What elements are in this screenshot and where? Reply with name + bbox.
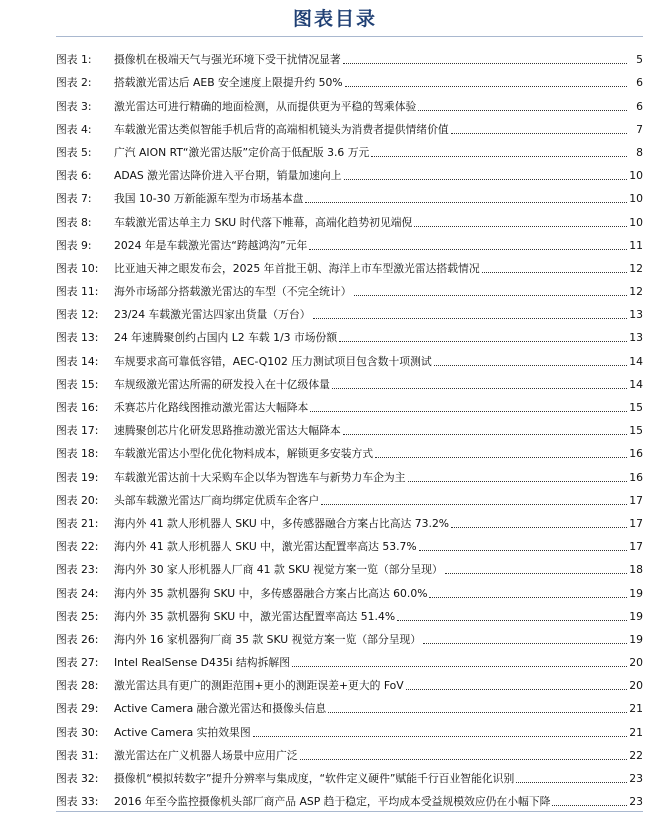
toc-entry[interactable] bbox=[56, 484, 643, 507]
figure-title[interactable]: 24 年速腾聚创约占国内 L2 车载 1/3 市场份额 bbox=[114, 331, 338, 345]
figure-title[interactable]: 搭载激光雷达后 AEB 安全速度上限提升约 50% bbox=[114, 76, 343, 90]
dot-leader bbox=[354, 294, 627, 296]
toc-entry[interactable] bbox=[56, 715, 643, 738]
figure-number: 图表 25: bbox=[56, 609, 99, 623]
figure-title[interactable]: 激光雷达可进行精确的地面检测，从而提供更为平稳的驾乘体验 bbox=[114, 99, 417, 113]
page-number[interactable]: 10 bbox=[629, 192, 643, 206]
page-title: 图表目录 bbox=[292, 8, 377, 30]
figure-number: 图表 21: bbox=[56, 516, 99, 530]
figure-number: 图表 3: bbox=[56, 99, 92, 113]
dot-leader bbox=[345, 85, 627, 87]
dot-leader bbox=[313, 317, 628, 319]
toc-entry[interactable] bbox=[56, 669, 643, 692]
page-number[interactable]: 21 bbox=[629, 702, 643, 716]
figure-index-list bbox=[56, 43, 643, 808]
figure-title[interactable]: 我国 10-30 万新能源车型为市场基本盘 bbox=[114, 192, 304, 206]
figure-number: 图表 5: bbox=[56, 145, 92, 159]
dot-leader bbox=[434, 364, 627, 366]
toc-entry[interactable] bbox=[56, 437, 643, 460]
figure-number: 图表 33: bbox=[56, 795, 99, 809]
dot-leader bbox=[309, 248, 627, 250]
figure-number: 图表 4: bbox=[56, 122, 92, 136]
figure-title[interactable]: 车载激光雷达单主力 SKU 时代落下帷幕，高端化趋势初见端倪 bbox=[114, 215, 413, 229]
figure-number: 图表 29: bbox=[56, 702, 99, 716]
page-number[interactable]: 6 bbox=[636, 99, 643, 113]
dot-leader bbox=[414, 225, 627, 227]
figure-number: 图表 2: bbox=[56, 76, 92, 90]
toc-entry[interactable] bbox=[56, 762, 643, 785]
page-number[interactable]: 11 bbox=[629, 238, 643, 252]
page-number[interactable]: 19 bbox=[629, 609, 643, 623]
dot-leader bbox=[344, 178, 627, 180]
dot-leader bbox=[552, 804, 627, 806]
dot-leader bbox=[339, 340, 627, 342]
page-number[interactable]: 23 bbox=[629, 772, 643, 785]
page-number[interactable]: 19 bbox=[629, 632, 643, 646]
page-number[interactable]: 16 bbox=[629, 447, 643, 461]
page-number[interactable]: 18 bbox=[629, 563, 643, 577]
toc-entry[interactable] bbox=[56, 530, 643, 553]
page-number[interactable]: 7 bbox=[636, 122, 643, 136]
figure-number: 图表 12: bbox=[56, 308, 99, 322]
figure-title[interactable]: 车载激光雷达小型化优化物料成本，解锁更多安装方式 bbox=[114, 447, 374, 461]
figure-title[interactable]: 摄像机在极端天气与强光环境下受干扰情况显著 bbox=[114, 53, 341, 67]
figure-title[interactable]: 海内外 41 款人形机器人 SKU 中，激光雷达配置率高达 53.7% bbox=[114, 540, 417, 554]
toc-entry[interactable] bbox=[56, 136, 643, 159]
dot-leader bbox=[300, 758, 627, 760]
figure-title[interactable]: ADAS 激光雷达降价进入平台期，销量加速向上 bbox=[114, 169, 342, 183]
page-number[interactable]: 22 bbox=[629, 748, 643, 762]
figure-title[interactable]: 海内外 35 款机器狗 SKU 中，多传感器融合方案占比高达 60.0% bbox=[114, 586, 428, 600]
toc-entry[interactable] bbox=[56, 391, 643, 414]
figure-title[interactable]: 车规要求高可靠低容错，AEC-Q102 压力测试项目包含数十项测试 bbox=[114, 354, 432, 368]
dot-leader bbox=[451, 526, 627, 528]
dot-leader bbox=[328, 711, 627, 713]
toc-entry[interactable] bbox=[56, 785, 643, 808]
figure-title[interactable]: 头部车载激光雷达厂商均绑定优质车企客户 bbox=[114, 493, 320, 507]
dot-leader bbox=[321, 503, 627, 505]
figure-title[interactable]: 比亚迪天神之眼发布会，2025 年首批王朝、海洋上市车型激光雷达搭载情况 bbox=[114, 261, 480, 275]
figure-title[interactable]: 车规级激光雷达所需的研发投入在十亿级体量 bbox=[114, 377, 330, 391]
figure-title[interactable]: 2024 年是车载激光雷达“跨越鸿沟”元年 bbox=[114, 238, 308, 252]
dot-leader bbox=[408, 480, 627, 482]
figure-number: 图表 15: bbox=[56, 377, 99, 391]
figure-number: 图表 30: bbox=[56, 725, 99, 739]
figure-number: 图表 27: bbox=[56, 656, 99, 670]
dot-leader bbox=[343, 433, 627, 435]
figure-number: 图表 17: bbox=[56, 424, 99, 438]
page-number[interactable]: 12 bbox=[629, 261, 643, 275]
dot-leader bbox=[516, 781, 627, 783]
page-number[interactable]: 6 bbox=[636, 76, 643, 90]
toc-entry[interactable] bbox=[56, 460, 643, 483]
dot-leader bbox=[419, 549, 627, 551]
figure-number: 图表 18: bbox=[56, 447, 99, 461]
page-number[interactable]: 8 bbox=[636, 145, 643, 159]
toc-entry[interactable] bbox=[56, 159, 643, 182]
toc-entry[interactable] bbox=[56, 66, 643, 89]
figure-number: 图表 13: bbox=[56, 331, 99, 345]
page-number[interactable]: 10 bbox=[629, 215, 643, 229]
figure-number: 图表 23: bbox=[56, 563, 99, 577]
dot-leader bbox=[371, 155, 627, 157]
figure-title[interactable]: 禾赛芯片化路线图推动激光雷达大幅降本 bbox=[114, 401, 309, 414]
figure-title[interactable]: Active Camera 实拍效果图 bbox=[114, 725, 251, 739]
dot-leader bbox=[305, 201, 627, 203]
page-number[interactable]: 15 bbox=[629, 401, 643, 414]
dot-leader bbox=[423, 642, 627, 644]
toc-entry[interactable] bbox=[56, 368, 643, 391]
figure-number: 图表 14: bbox=[56, 354, 99, 368]
figure-title[interactable]: Intel RealSense D435i 结构拆解图 bbox=[114, 656, 290, 670]
page-number[interactable]: 21 bbox=[629, 725, 643, 739]
figure-title[interactable]: 车载激光雷达前十大采购车企以华为智选车与新势力车企为主 bbox=[114, 470, 406, 484]
dot-leader bbox=[406, 688, 627, 690]
figure-title[interactable]: 广汽 AION RT“激光雷达版”定价高于低配版 3.6 万元 bbox=[114, 145, 370, 159]
figure-number: 图表 22: bbox=[56, 540, 99, 554]
page-number[interactable]: 20 bbox=[629, 656, 643, 670]
toc-entry[interactable] bbox=[56, 600, 643, 623]
toc-entry[interactable] bbox=[56, 414, 643, 437]
figure-number: 图表 24: bbox=[56, 586, 99, 600]
figure-number: 图表 10: bbox=[56, 261, 99, 275]
toc-entry[interactable] bbox=[56, 182, 643, 205]
figure-number: 图表 9: bbox=[56, 238, 92, 252]
figure-number: 图表 7: bbox=[56, 192, 92, 206]
page-number[interactable]: 17 bbox=[629, 540, 643, 554]
page-number[interactable]: 10 bbox=[629, 169, 643, 183]
figure-title[interactable]: 海内外 16 家机器狗厂商 35 款 SKU 视觉方案一览（部分呈现） bbox=[114, 632, 422, 646]
figure-number: 图表 1: bbox=[56, 53, 92, 67]
page-number[interactable]: 20 bbox=[629, 679, 643, 693]
toc-entry[interactable] bbox=[56, 113, 643, 136]
figure-title[interactable]: 23/24 车载激光雷达四家出货量（万台） bbox=[114, 308, 311, 322]
figure-number: 图表 19: bbox=[56, 470, 99, 484]
figure-number: 图表 31: bbox=[56, 748, 99, 762]
page-number[interactable]: 5 bbox=[636, 53, 643, 67]
page-number[interactable]: 14 bbox=[629, 377, 643, 391]
dot-leader bbox=[429, 596, 627, 598]
toc-entry[interactable] bbox=[56, 553, 643, 576]
toc-entry[interactable] bbox=[56, 298, 643, 321]
figure-number: 图表 6: bbox=[56, 169, 92, 183]
toc-entry[interactable] bbox=[56, 646, 643, 669]
figure-title[interactable]: 2016 年至今监控摄像机头部厂商产品 ASP 趋于稳定，平均成本受益规模效应仍在小幅下降 bbox=[114, 795, 551, 809]
figure-number: 图表 20: bbox=[56, 493, 99, 507]
toc-entry[interactable] bbox=[56, 344, 643, 367]
footer-divider bbox=[56, 811, 643, 812]
figure-number: 图表 16: bbox=[56, 401, 99, 414]
toc-entry[interactable] bbox=[56, 229, 643, 252]
figure-number: 图表 26: bbox=[56, 632, 99, 646]
dot-leader bbox=[445, 572, 627, 574]
dot-leader bbox=[397, 619, 627, 621]
toc-entry[interactable] bbox=[56, 692, 643, 715]
toc-entry[interactable] bbox=[56, 576, 643, 599]
figure-title[interactable]: 速腾聚创芯片化研发思路推动激光雷达大幅降本 bbox=[114, 424, 341, 438]
toc-entry[interactable] bbox=[56, 205, 643, 228]
dot-leader bbox=[343, 62, 627, 64]
toc-entry[interactable] bbox=[56, 252, 643, 275]
figure-title[interactable]: 海内外 35 款机器狗 SKU 中，激光雷达配置率高达 51.4% bbox=[114, 609, 396, 623]
page-number[interactable]: 17 bbox=[629, 516, 643, 530]
page-number[interactable]: 17 bbox=[629, 493, 643, 507]
page-number[interactable]: 12 bbox=[629, 285, 643, 299]
figure-number: 图表 11: bbox=[56, 285, 99, 299]
figure-title[interactable]: 车载激光雷达类似智能手机后背的高端相机镜头为消费者提供情绪价值 bbox=[114, 122, 449, 136]
figure-title[interactable]: 海内外 41 款人形机器人 SKU 中，多传感器融合方案占比高达 73.2% bbox=[114, 516, 450, 530]
dot-leader bbox=[375, 456, 627, 458]
figure-title[interactable]: Active Camera 融合激光雷达和摄像头信息 bbox=[114, 702, 327, 716]
toc-entry[interactable] bbox=[56, 275, 643, 298]
page-number[interactable]: 13 bbox=[629, 331, 643, 345]
page-number[interactable]: 13 bbox=[629, 308, 643, 322]
figure-title[interactable]: 激光雷达在广义机器人场景中应用广泛 bbox=[114, 748, 298, 762]
figure-title[interactable]: 摄像机“模拟转数字”提升分辨率与集成度，“软件定义硬件”赋能千行百业智能化识别 bbox=[114, 772, 515, 785]
toc-entry[interactable] bbox=[56, 43, 643, 66]
toc-entry[interactable] bbox=[56, 89, 643, 112]
dot-leader bbox=[451, 132, 627, 134]
header-divider bbox=[56, 36, 643, 37]
figure-number: 图表 32: bbox=[56, 772, 99, 785]
page-number[interactable]: 14 bbox=[629, 354, 643, 368]
dot-leader bbox=[292, 665, 627, 667]
toc-entry[interactable] bbox=[56, 507, 643, 530]
figure-number: 图表 8: bbox=[56, 215, 92, 229]
dot-leader bbox=[418, 109, 627, 111]
toc-entry[interactable] bbox=[56, 321, 643, 344]
figure-title[interactable]: 海外市场部分搭载激光雷达的车型（不完全统计） bbox=[114, 285, 352, 299]
dot-leader bbox=[482, 271, 627, 273]
toc-entry[interactable] bbox=[56, 739, 643, 762]
page-number[interactable]: 15 bbox=[629, 424, 643, 438]
dot-leader bbox=[310, 410, 627, 412]
dot-leader bbox=[253, 735, 627, 737]
page-number[interactable]: 19 bbox=[629, 586, 643, 600]
figure-title[interactable]: 海内外 30 家人形机器人厂商 41 款 SKU 视觉方案一览（部分呈现） bbox=[114, 563, 443, 577]
page-number[interactable]: 16 bbox=[629, 470, 643, 484]
figure-title[interactable]: 激光雷达具有更广的测距范围+更小的测距误差+更大的 FoV bbox=[114, 679, 404, 693]
figure-number: 图表 28: bbox=[56, 679, 99, 693]
page-number[interactable]: 23 bbox=[629, 795, 643, 809]
toc-entry[interactable] bbox=[56, 623, 643, 646]
dot-leader bbox=[332, 387, 627, 389]
